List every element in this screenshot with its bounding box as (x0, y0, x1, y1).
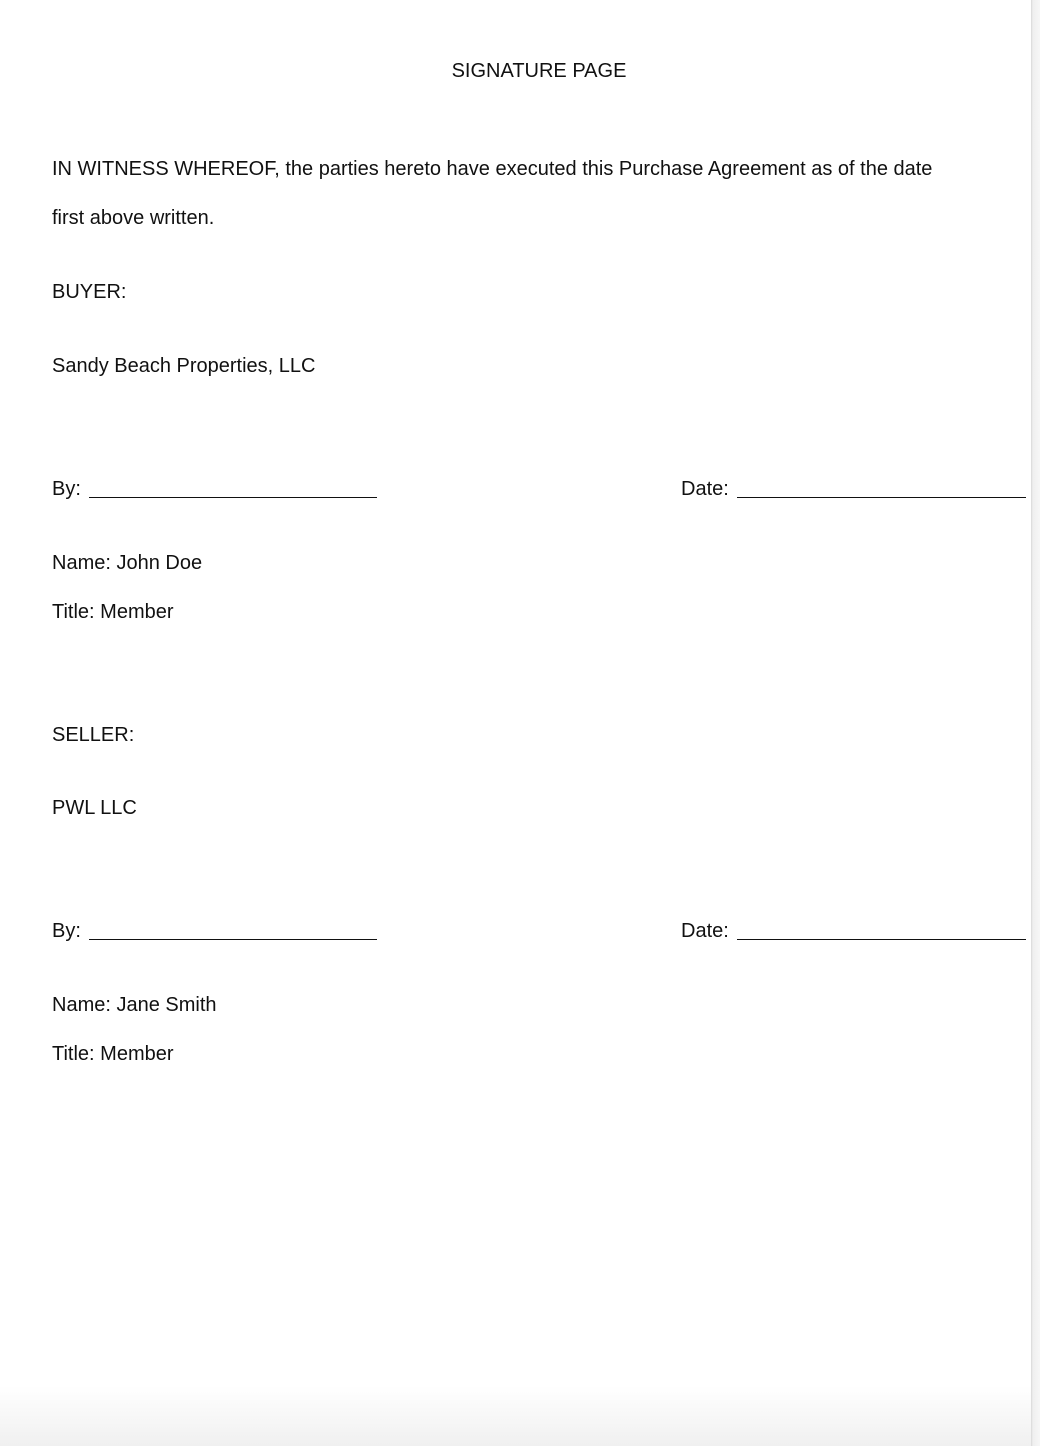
seller-entity-name: PWL LLC (52, 797, 137, 819)
seller-heading: SELLER: (52, 724, 135, 746)
witness-clause-line-2: first above written. (52, 207, 215, 229)
buyer-date-label: Date: (681, 478, 729, 500)
buyer-heading: BUYER: (52, 281, 127, 303)
seller-signatory-name: Name: Jane Smith (52, 994, 217, 1016)
buyer-signatory-title: Title: Member (52, 601, 174, 623)
seller-signature-row (52, 919, 1026, 947)
buyer-date-line[interactable] (737, 497, 1026, 498)
seller-signature-line[interactable] (89, 939, 377, 940)
seller-signatory-title: Title: Member (52, 1043, 174, 1065)
buyer-signature-line[interactable] (89, 497, 377, 498)
page-edge-scroll-gutter[interactable] (1031, 0, 1040, 1446)
buyer-signatory-name: Name: John Doe (52, 552, 203, 574)
page-bottom-shadow (0, 1386, 1031, 1446)
seller-date-line[interactable] (737, 939, 1026, 940)
buyer-by-label: By: (52, 478, 81, 500)
witness-clause-line-1: IN WITNESS WHEREOF, the parties hereto have executed this Purchase Agreement as of the date (52, 158, 933, 180)
page-title: SIGNATURE PAGE (451, 60, 627, 82)
seller-date-label: Date: (681, 920, 729, 942)
buyer-signature-row (52, 477, 1026, 505)
buyer-entity-name: Sandy Beach Properties, LLC (52, 355, 316, 377)
seller-by-label: By: (52, 920, 81, 942)
